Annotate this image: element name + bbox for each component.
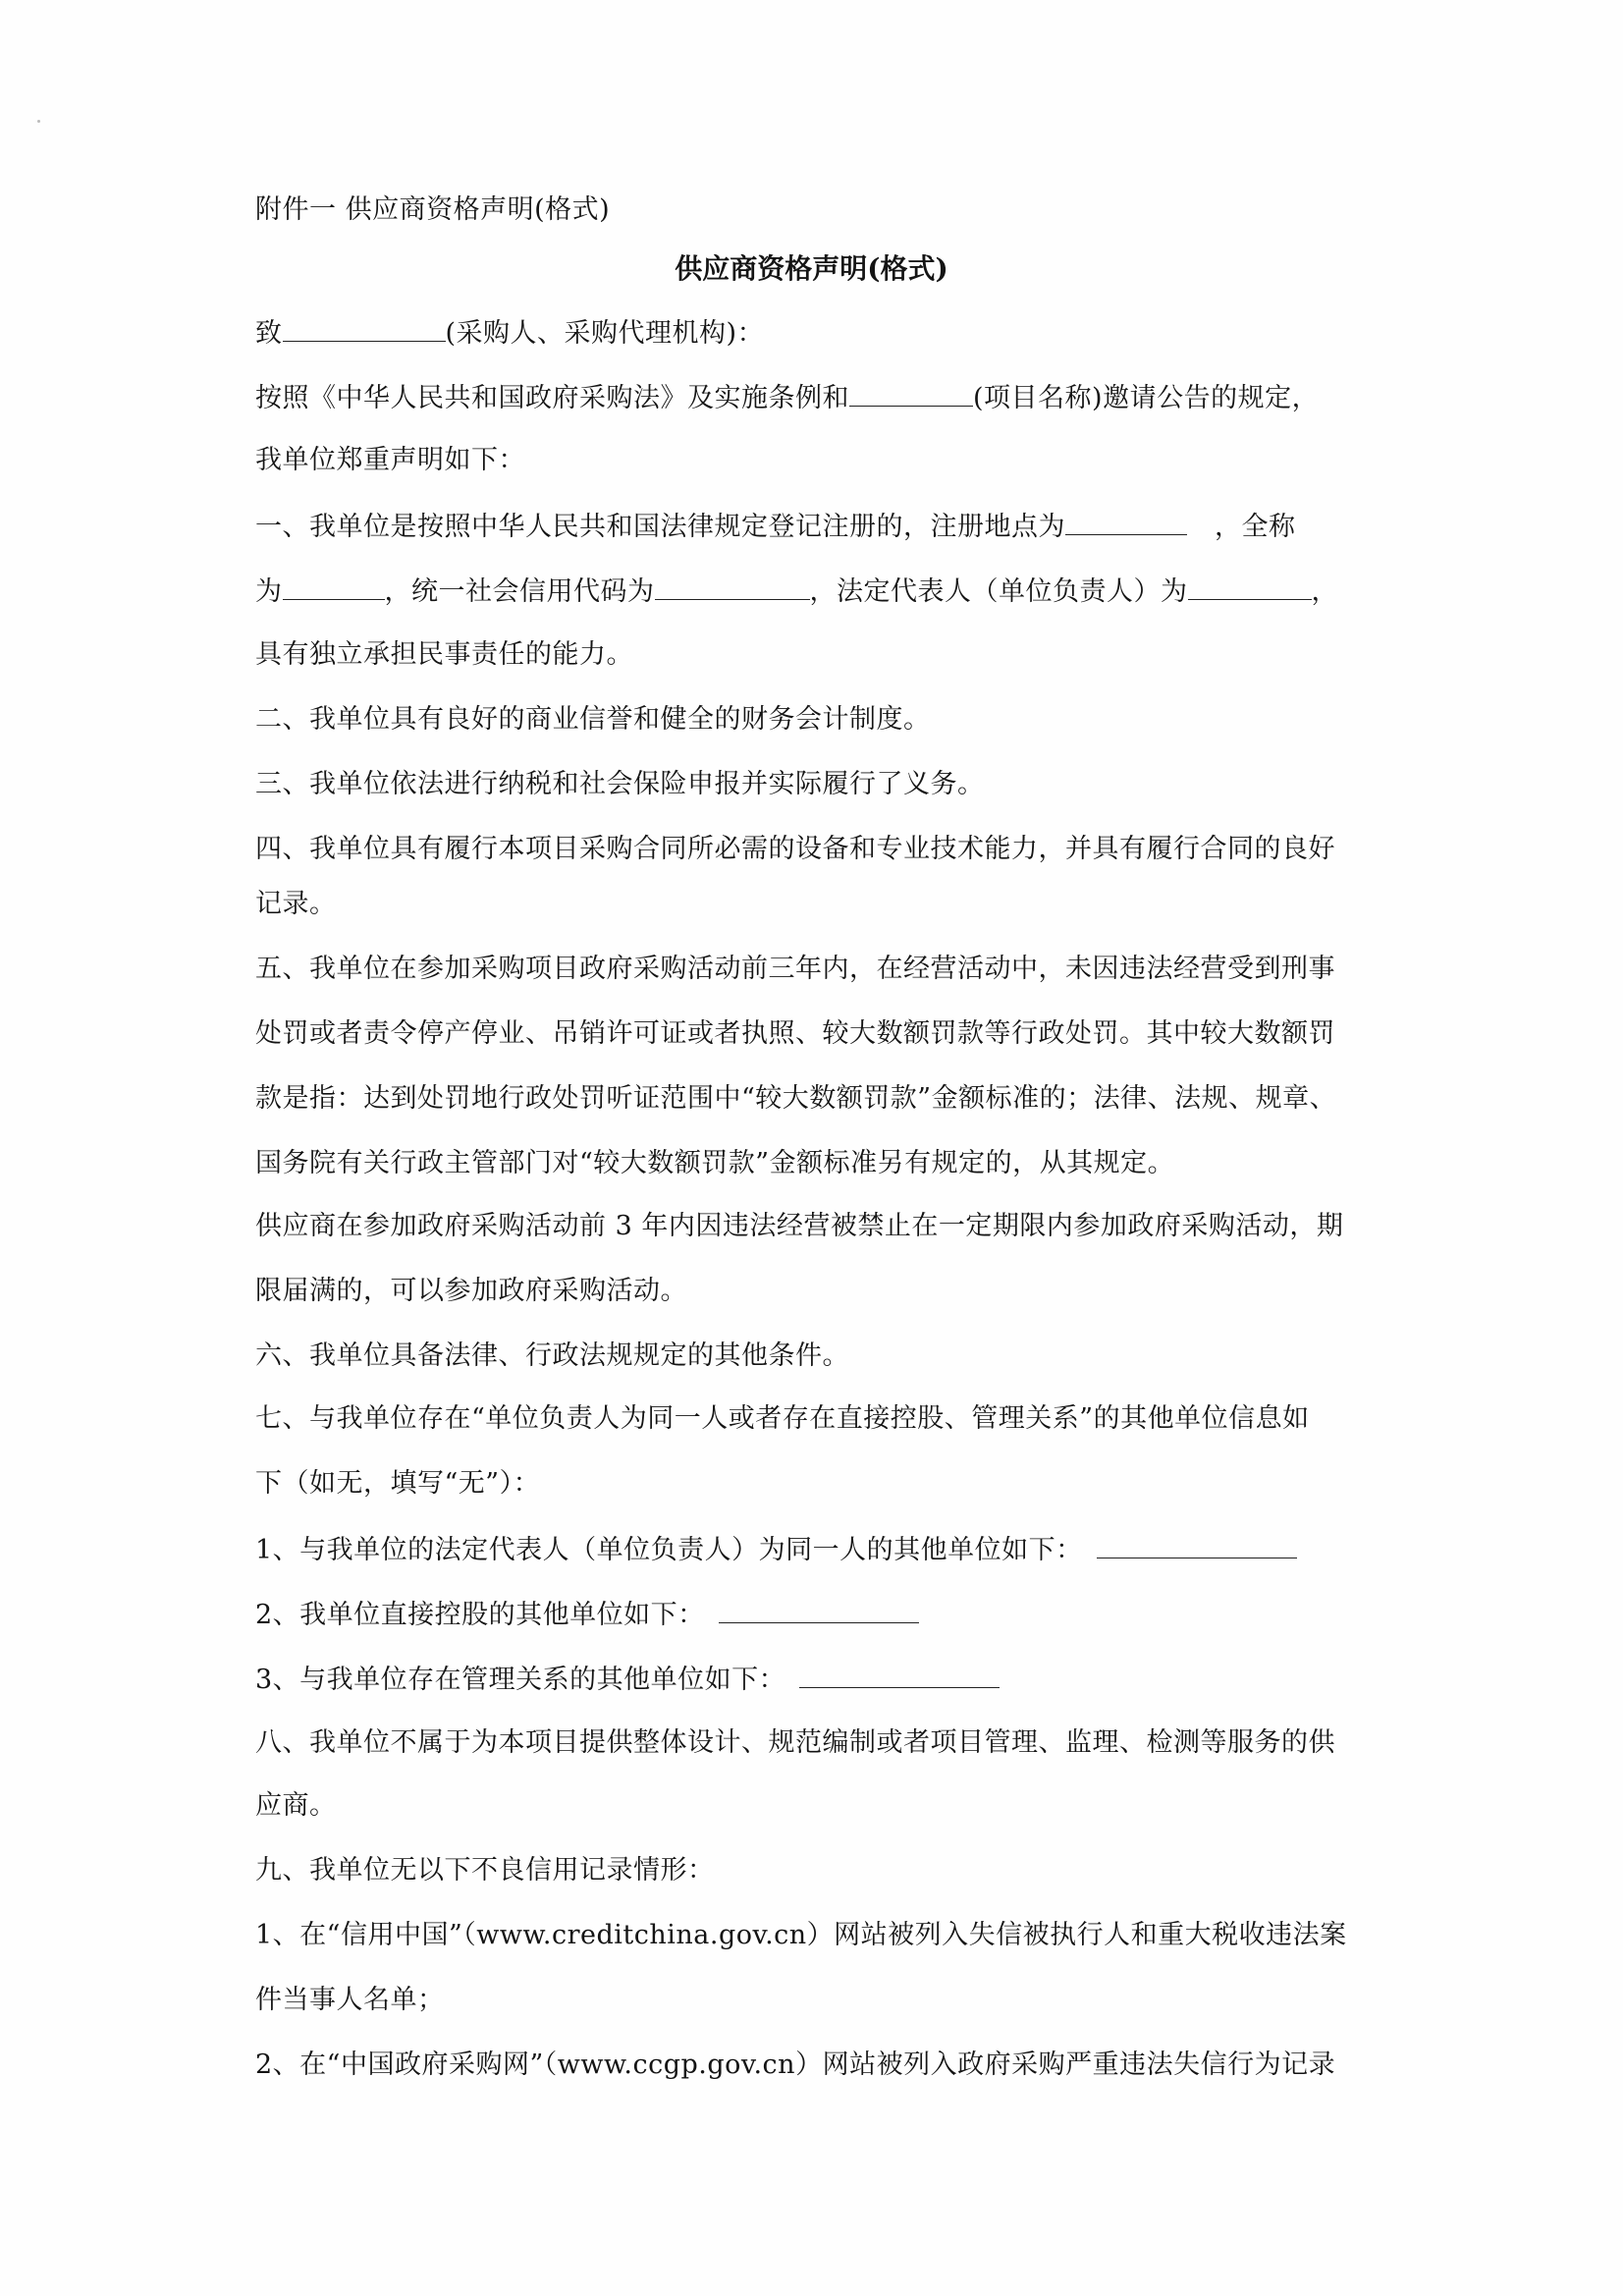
item7-sub-1-text: 1、与我单位的法定代表人（单位负责人）为同一人的其他单位如下： [255, 1535, 1083, 1565]
item1-line-2 [255, 574, 1384, 609]
item7-sub-1 [255, 1532, 1384, 1567]
item6: 六、我单位具备法律、行政法规规定的其他条件。 [255, 1340, 849, 1371]
item9-sub-1-line-2: 件当事人名单； [255, 1985, 445, 2015]
item9-sub-2-line-1: 2、在“中国政府采购网”（www.ccgp.gov.cn）网站被列入政府采购严重违法失信行为记录 [255, 2050, 1336, 2080]
item7-sub-2-text: 2、我单位直接控股的其他单位如下： [255, 1600, 705, 1630]
attachment-label: 附件一 供应商资格声明(格式) [255, 194, 611, 225]
managed-units-blank[interactable] [799, 1662, 1000, 1688]
full-name-blank[interactable] [283, 574, 385, 600]
item1-text-b: ，全称 [1215, 512, 1296, 542]
item1-text-a: 一、我单位是按照中华人民共和国法律规定登记注册的，注册地点为 [255, 512, 1065, 542]
item4-line-1: 四、我单位具有履行本项目采购合同所必需的设备和专业技术能力，并具有履行合同的良好 [255, 834, 1335, 864]
purchaser-blank[interactable] [283, 315, 446, 342]
item1-text-c: 为 [255, 576, 283, 607]
item7-line-2: 下（如无，填写“无”）： [255, 1468, 541, 1499]
item1-line-1 [255, 509, 1384, 544]
registration-place-blank[interactable] [1065, 509, 1187, 535]
item5-line-3: 款是指：达到处罚地行政处罚听证范围中“较大数额罚款”金额标准的；法律、法规、规章、 [255, 1083, 1337, 1114]
item7-sub-2 [255, 1597, 1384, 1632]
item7-sub-3 [255, 1662, 1384, 1697]
project-name-blank[interactable] [849, 380, 973, 407]
intro-text-b: (项目名称)邀请公告的规定， [973, 383, 1320, 413]
to-suffix: (采购人、采购代理机构)： [445, 318, 765, 349]
item5-line-1: 五、我单位在参加采购项目政府采购活动前三年内，在经营活动中，未因违法经营受到刑事 [255, 954, 1335, 984]
intro-text-a: 按照《中华人民共和国政府采购法》及实施条例和 [255, 383, 849, 413]
item3: 三、我单位依法进行纳税和社会保险申报并实际履行了义务。 [255, 769, 985, 799]
legal-rep-blank[interactable] [1188, 574, 1312, 600]
credit-code-blank[interactable] [655, 574, 810, 600]
page-title: 供应商资格声明(格式) [675, 252, 948, 285]
item7-sub-3-text: 3、与我单位存在管理关系的其他单位如下： [255, 1665, 786, 1695]
to-line [255, 315, 1384, 351]
item4-line-2: 记录。 [255, 889, 337, 919]
item8-line-1: 八、我单位不属于为本项目提供整体设计、规范编制或者项目管理、监理、检测等服务的供 [255, 1727, 1335, 1758]
item1-text-f: ， [1311, 576, 1338, 607]
item1-text-e: ，法定代表人（单位负责人）为 [809, 576, 1188, 607]
item1-line-3: 具有独立承担民事责任的能力。 [255, 639, 633, 670]
item8-line-2: 应商。 [255, 1790, 337, 1821]
scan-speck [37, 120, 40, 123]
to-prefix: 致 [255, 318, 283, 349]
supplier-note-line-2: 限届满的，可以参加政府采购活动。 [255, 1276, 687, 1306]
same-rep-units-blank[interactable] [1097, 1532, 1297, 1558]
intro-line-1 [255, 380, 1384, 415]
item7-line-1: 七、与我单位存在“单位负责人为同一人或者存在直接控股、管理关系”的其他单位信息如 [255, 1403, 1310, 1434]
controlled-units-blank[interactable] [719, 1597, 919, 1623]
item9-heading: 九、我单位无以下不良信用记录情形： [255, 1855, 715, 1886]
intro-line-2: 我单位郑重声明如下： [255, 445, 525, 475]
item1-text-d: ，统一社会信用代码为 [384, 576, 655, 607]
supplier-note-line-1: 供应商在参加政府采购活动前 3 年内因违法经营被禁止在一定期限内参加政府采购活动，期 [255, 1211, 1344, 1241]
item5-line-4: 国务院有关行政主管部门对“较大数额罚款”金额标准另有规定的，从其规定。 [255, 1148, 1175, 1178]
item2: 二、我单位具有良好的商业信誉和健全的财务会计制度。 [255, 704, 931, 735]
item9-sub-1-line-1: 1、在“信用中国”（www.creditchina.gov.cn）网站被列入失信被执行人和重大税收违法案 [255, 1920, 1347, 1950]
item5-line-2: 处罚或者责令停产停业、吊销许可证或者执照、较大数额罚款等行政处罚。其中较大数额罚 [255, 1018, 1335, 1049]
